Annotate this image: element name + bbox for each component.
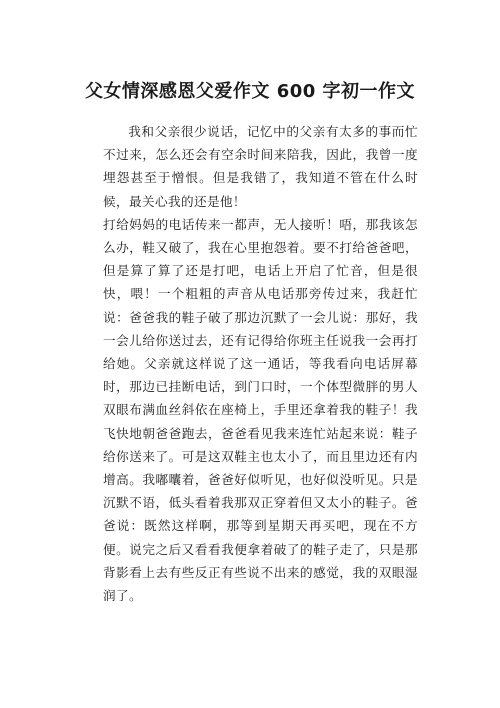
paragraph-story: 打给妈妈的电话传来一都声，无人接听！唔，那我该怎么办，鞋又破了，我在心里抱怨着。要不打给爸爸吧，但是算了算了还是打吧，电话上开启了忙音，但是很快，喂！一个粗粗的声音从电话那旁传过来，我赶忙说：爸爸我的鞋子破了那边沉默了一会儿说：那好，我一会儿给你送过去，还有记得给你班主任说我一会再打给她。父亲就这样说了这一通话，等我看向电话屏幕时，那边已挂断电话，到门口时，一个体型微胖的男人双眼布满血丝斜依在座椅上，手里还拿着我的鞋子！我飞快地朝爸爸跑去，爸爸看见我来连忙站起来说：鞋子给你送来了。可是这双鞋主也太小了，而且里边还有内增高。我嘟囔着，爸爸好似听见，也好似没听见。只是沉默不语，低头看着我那双正穿着但又太小的鞋子。爸爸说：既然这样啊，那等到星期天再买吧，现在不方便。说完之后又看看我便拿着破了的鞋子走了，只是那背影看上去有些反正有些说不出来的感觉，我的双眼湿润了。 [103,216,418,604]
document-body [103,120,418,607]
document-title: 父女情深感恩父爱作文 600 字初一作文 [84,81,416,102]
paragraph-intro: 我和父亲很少说话，记忆中的父亲有太多的事而忙不过来，怎么还会有空余时间来陪我，因此，我曾一度埋怨甚至于憎恨。但是我错了，我知道不管在什么时候，最关心我的还是他！ [103,124,418,209]
